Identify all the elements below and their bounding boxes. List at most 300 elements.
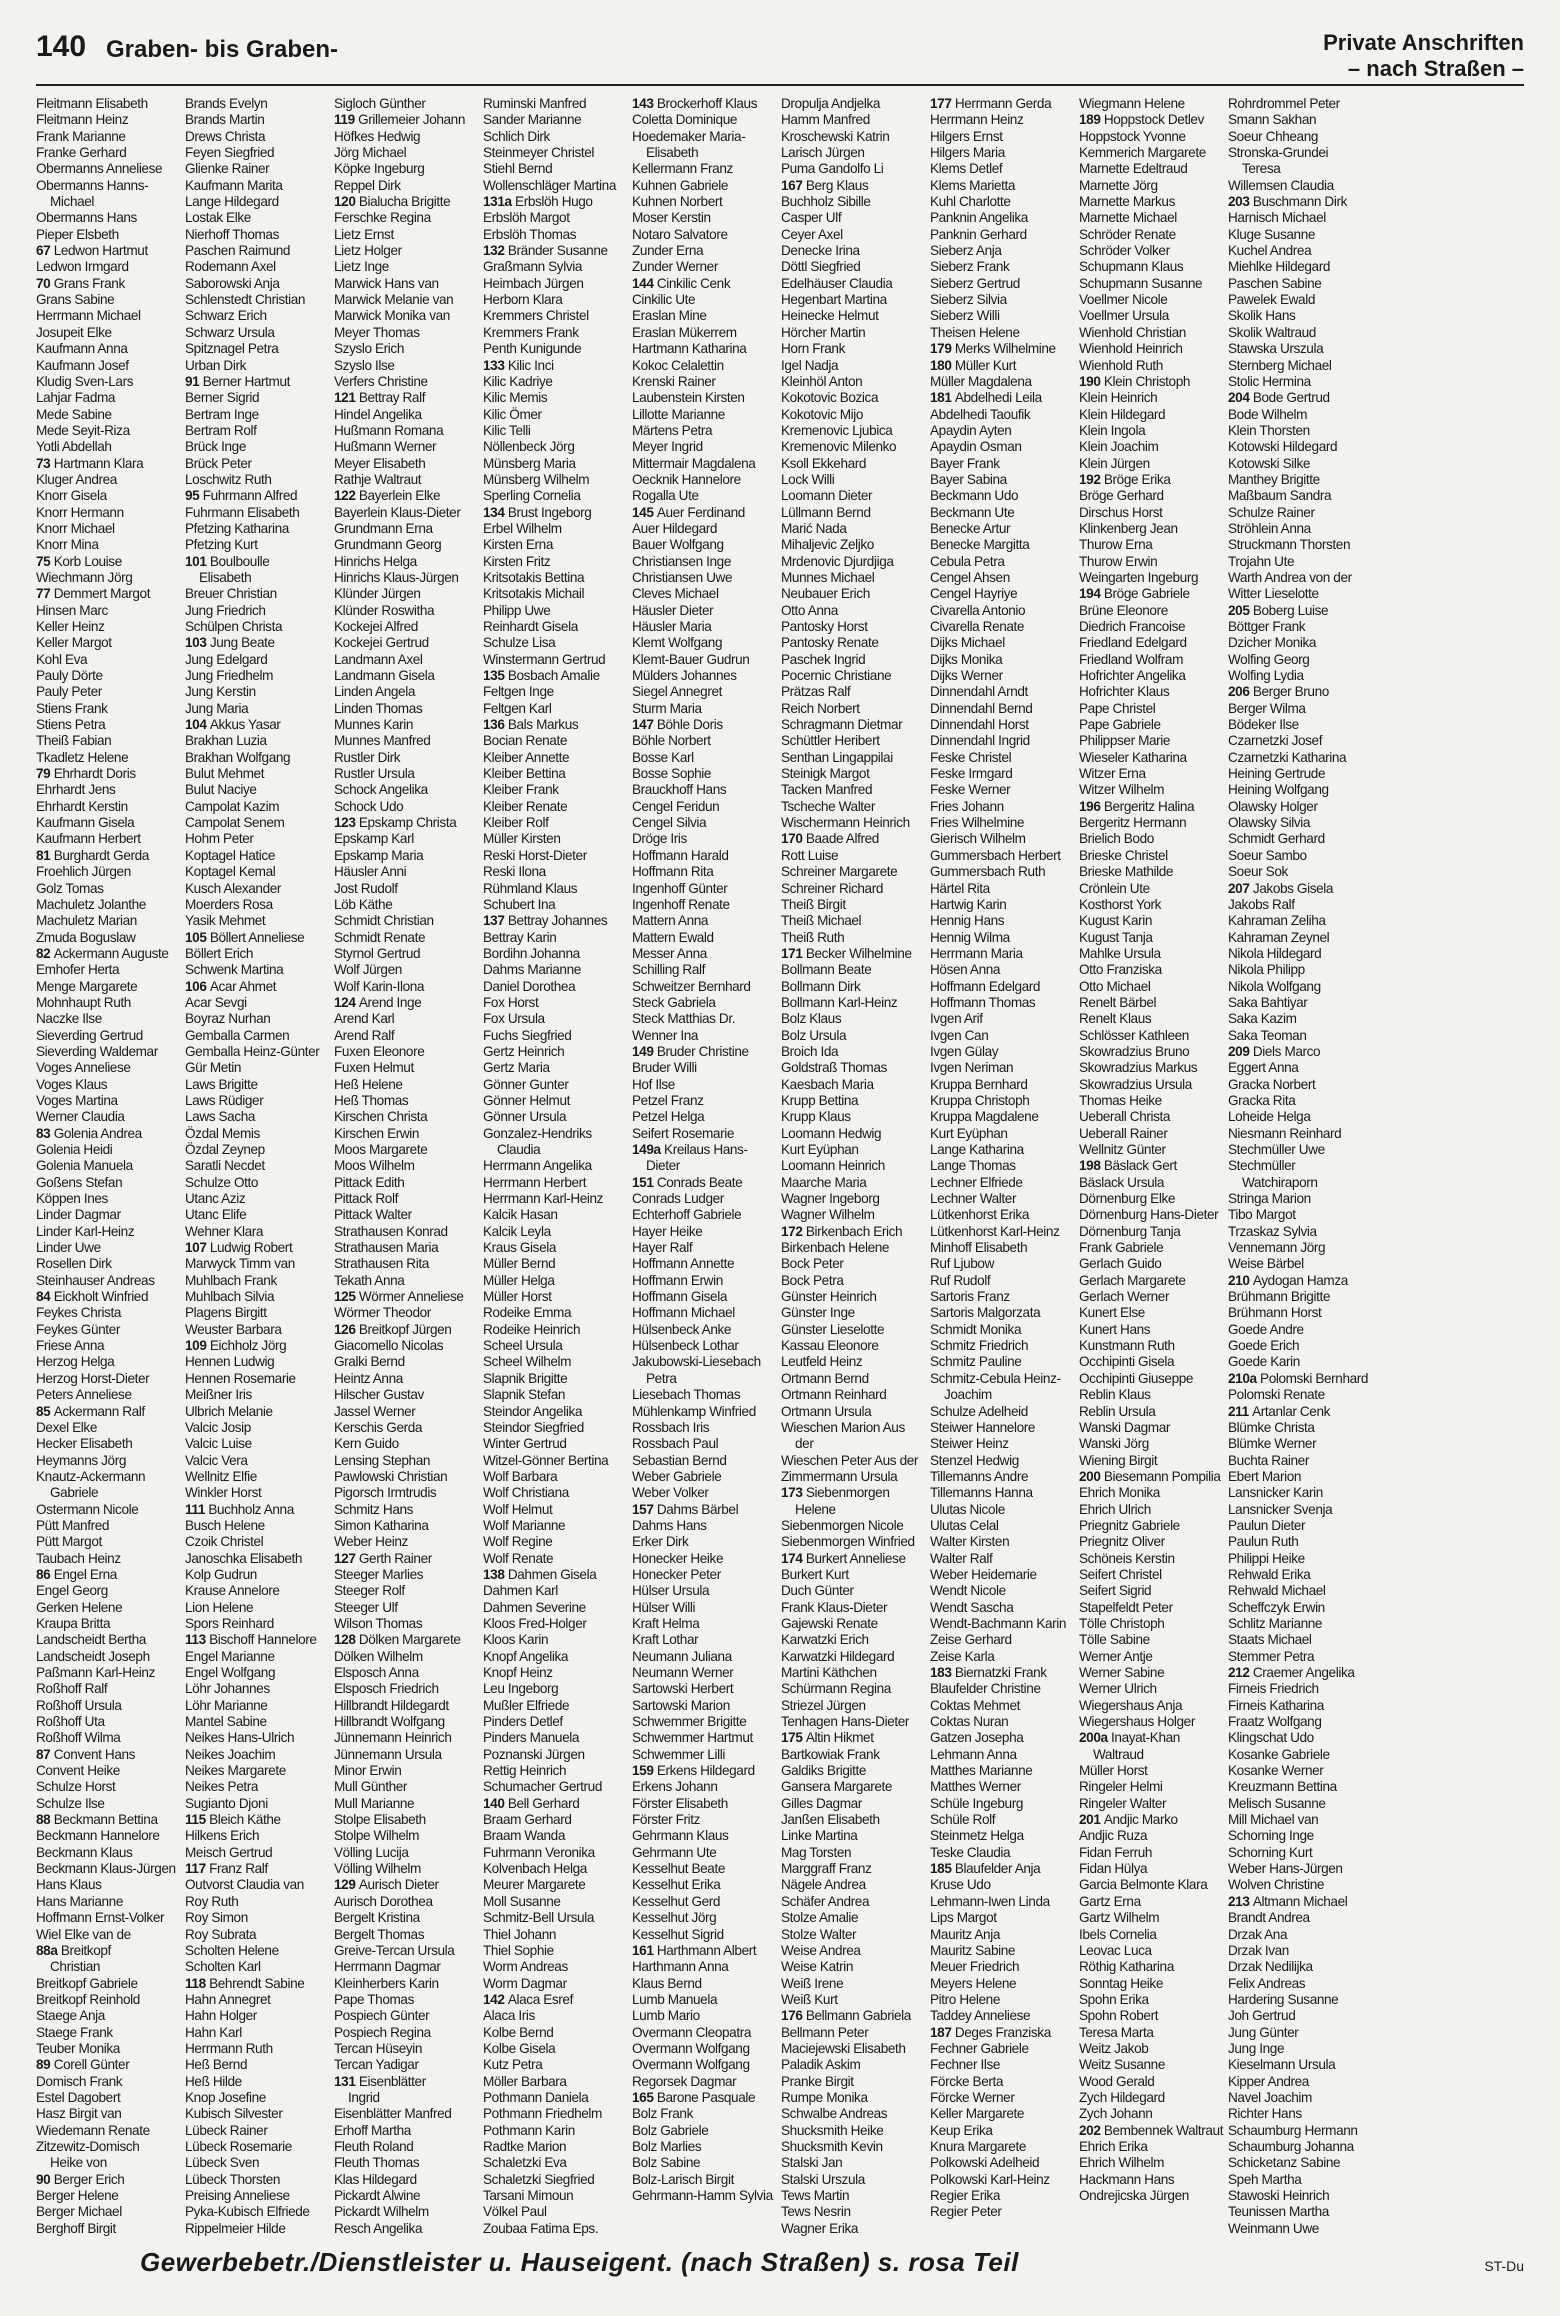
directory-entry: 203 Buschmann Dirk — [1228, 194, 1347, 210]
directory-entry: Beckmann Hannelore — [36, 1828, 160, 1844]
directory-entry: 82 Ackermann Auguste — [36, 945, 169, 961]
directory-entry: Herzog Helga — [36, 1354, 115, 1370]
directory-entry: Paschek Ingrid — [781, 651, 866, 667]
directory-entry: 159 Erkens Hildegard — [632, 1763, 755, 1779]
directory-entry: Siegel Annegret — [632, 684, 722, 700]
directory-entry: Mattern Anna — [632, 913, 709, 929]
directory-entry: Mrdenovic Djurdjiga — [781, 553, 894, 569]
directory-entry: 111 Buchholz Anna — [185, 1501, 294, 1517]
directory-entry: Goßens Stefan — [36, 1174, 123, 1190]
directory-entry: Paulun Ruth — [1228, 1534, 1299, 1550]
directory-entry: 131 Eisenblätter — [334, 2073, 426, 2089]
directory-entry: Thurow Erna — [1079, 537, 1153, 553]
directory-entry: Overmann Wolfgang — [632, 2057, 750, 2073]
directory-entry: Muhlbach Frank — [185, 1272, 277, 1288]
directory-entry: Matthes Marianne — [930, 1763, 1033, 1779]
directory-entry: Coletta Dominique — [632, 112, 738, 128]
directory-entry: Sartoris Malgorzata — [930, 1305, 1041, 1321]
directory-entry: Reppel Dirk — [334, 177, 401, 193]
directory-entry: Wiening Birgit — [1079, 1452, 1158, 1468]
directory-entry: Maciejewski Elisabeth — [781, 2040, 906, 2056]
directory-entry: Klein Hildegard — [1079, 406, 1166, 422]
directory-entry: Occhipinti Giuseppe — [1079, 1370, 1194, 1386]
directory-entry: Roy Ruth — [185, 1893, 239, 1909]
directory-entry: Fox Ursula — [483, 1011, 545, 1027]
directory-entry: Frank Klaus-Dieter — [781, 1599, 888, 1615]
directory-entry: Dahmen Karl — [483, 1583, 558, 1599]
directory-entry: Löhr Marianne — [185, 1697, 268, 1713]
directory-entry: 205 Boberg Luise — [1228, 602, 1329, 618]
directory-entry: Pütt Manfred — [36, 1517, 110, 1533]
directory-column — [334, 96, 483, 2236]
directory-entry: Golenia Manuela — [36, 1158, 133, 1174]
directory-entry: Wieschen Peter Aus der — [781, 1452, 919, 1468]
directory-entry: Hoppstock Yvonne — [1079, 128, 1186, 144]
directory-entry: Kloos Fred-Holger — [483, 1615, 587, 1631]
directory-entry: Kraft Lothar — [632, 1632, 699, 1648]
directory-entry: Landmann Gisela — [334, 668, 435, 684]
directory-entry: Lehmann Anna — [930, 1746, 1017, 1762]
directory-entry: Dörnenburg Tanja — [1079, 1223, 1181, 1239]
directory-entry: Brühmann Brigitte — [1228, 1289, 1331, 1305]
directory-entry: Jung Günter — [1228, 2024, 1299, 2040]
directory-entry: 87 Convent Hans — [36, 1746, 136, 1762]
directory-entry: Laws Brigitte — [185, 1076, 258, 1092]
directory-entry: Dirschus Horst — [1079, 504, 1163, 520]
directory-entry: Brieske Christel — [1079, 847, 1168, 863]
directory-entry: Engel Wolfgang — [185, 1665, 276, 1680]
directory-entry: 198 Bäslack Gert — [1079, 1158, 1177, 1174]
directory-entry: Dinnendahl Horst — [930, 717, 1029, 733]
directory-entry: Ringeler Helmi — [1079, 1779, 1163, 1795]
directory-entry: Hindel Angelika — [334, 406, 422, 422]
directory-entry: Apaydin Osman — [930, 439, 1022, 455]
directory-entry: Elisabeth — [646, 145, 699, 161]
directory-entry: Wilson Thomas — [334, 1615, 423, 1631]
directory-entry: Lock Willi — [781, 471, 835, 487]
directory-entry: Mag Torsten — [781, 1844, 852, 1860]
directory-entry: Dieter — [646, 1158, 680, 1174]
directory-entry: Siebenmorgen Winfried — [781, 1534, 915, 1550]
directory-entry: Kloos Karin — [483, 1632, 549, 1648]
directory-entry: Klein Thorsten — [1228, 422, 1310, 438]
directory-entry: 121 Bettray Ralf — [334, 390, 426, 406]
directory-entry: 103 Jung Beate — [185, 635, 275, 651]
directory-entry: Schürmann Regina — [781, 1681, 891, 1697]
directory-entry: Jakubowski-Liesebach — [632, 1354, 761, 1370]
directory-entry: Gartz Wilhelm — [1079, 1910, 1160, 1926]
directory-entry: Zych Johann — [1079, 2106, 1153, 2122]
directory-entry: Kahraman Zeynel — [1228, 929, 1330, 945]
directory-entry: 157 Dahms Bärbel — [632, 1501, 739, 1517]
directory-entry: Lange Thomas — [930, 1158, 1016, 1174]
directory-entry: Feske Irmgard — [930, 766, 1013, 782]
directory-entry: Kokotovic Mijo — [781, 406, 864, 422]
directory-entry: Watchiraporn — [1242, 1174, 1318, 1190]
directory-entry: Moos Wilhelm — [334, 1158, 415, 1174]
directory-entry: Özdal Zeynep — [185, 1142, 265, 1157]
directory-entry: Schilling Ralf — [632, 962, 705, 978]
directory-entry: Hasz Birgit van — [36, 2106, 122, 2122]
directory-entry: Ferschke Regina — [334, 210, 431, 226]
directory-entry: Valcic Josip — [185, 1419, 251, 1435]
directory-entry: Rustler Dirk — [334, 749, 401, 765]
directory-entry: Bollmann Dirk — [781, 978, 861, 994]
directory-entry: Schwarz Erich — [185, 308, 267, 324]
directory-entry: Wendt Sascha — [930, 1599, 1014, 1615]
directory-entry: Boyraz Nurhan — [185, 1011, 271, 1027]
directory-entry: Voellmer Nicole — [1079, 292, 1168, 308]
directory-entry: Drzak Nedilijka — [1228, 1959, 1313, 1975]
directory-entry: Heinecke Helmut — [781, 308, 879, 324]
directory-entry: Knorr Michael — [36, 520, 115, 536]
directory-entry: Soeur Sok — [1228, 864, 1288, 880]
directory-entry: Schaumburg Johanna — [1228, 2138, 1354, 2154]
directory-entry: Jassel Werner — [334, 1403, 416, 1419]
directory-entry: Taddey Anneliese — [930, 2008, 1031, 2024]
directory-entry: Willemsen Claudia — [1228, 177, 1334, 193]
directory-entry: Weise Bärbel — [1228, 1256, 1304, 1272]
directory-entry: Klemt Wolfgang — [632, 635, 723, 651]
directory-entry: Wagner Wilhelm — [781, 1207, 875, 1223]
directory-entry: Steck Gabriela — [632, 994, 716, 1010]
directory-entry: Förster Elisabeth — [632, 1795, 728, 1811]
directory-entry: Rogalla Ute — [632, 488, 699, 504]
directory-entry: Joh Gertrud — [1228, 2008, 1296, 2024]
header-rule — [36, 84, 1524, 86]
directory-entry: Mihaljevic Zeljko — [781, 537, 874, 553]
directory-entry: Gierisch Wilhelm — [930, 831, 1026, 847]
directory-entry: Bock Peter — [781, 1256, 844, 1272]
directory-entry: 122 Bayerlein Elke — [334, 488, 441, 504]
directory-entry: Weber Heinz — [334, 1534, 408, 1550]
directory-entry: Ehrich Monika — [1079, 1485, 1160, 1501]
directory-entry: Jünnemann Heinrich — [334, 1730, 452, 1746]
directory-entry: Kaufmann Gisela — [36, 815, 135, 831]
directory-entry: Jung Friedrich — [185, 602, 266, 618]
directory-entry: Gansera Margarete — [781, 1779, 893, 1795]
directory-entry: Helene — [795, 1501, 836, 1517]
directory-entry: Breitkopf Reinhold — [36, 1991, 140, 2007]
directory-entry: Keller Heinz — [36, 619, 105, 634]
directory-entry: Winkler Horst — [185, 1485, 262, 1501]
directory-entry: Kolbe Gisela — [483, 2040, 556, 2056]
directory-entry: Saratli Necdet — [185, 1158, 265, 1174]
directory-entry: Outvorst Claudia van — [185, 1877, 304, 1893]
directory-entry: Scholten Karl — [185, 1959, 261, 1975]
directory-entry: Hoffmann Erwin — [632, 1272, 723, 1288]
directory-entry: Franke Gerhard — [36, 145, 127, 161]
directory-entry: Fuhrmann Veronika — [483, 1844, 595, 1860]
directory-entry: Schulze Adelheid — [930, 1403, 1028, 1419]
directory-entry: Bolz-Larisch Birgit — [632, 2171, 734, 2187]
directory-entry: Kokoc Celalettin — [632, 357, 724, 373]
directory-entry: Reich Norbert — [781, 700, 860, 716]
directory-entry: Dijks Michael — [930, 635, 1005, 651]
directory-entry: Rohrdrommel Peter — [1228, 96, 1340, 111]
directory-entry: Löhr Johannes — [185, 1681, 270, 1697]
directory-entry: Linder Dagmar — [36, 1207, 121, 1223]
directory-entry: Nikola Wolfgang — [1228, 978, 1321, 994]
directory-entry: Lansnicker Karin — [1228, 1485, 1323, 1501]
directory-entry: Teresa — [1242, 161, 1281, 177]
directory-entry: Radtke Marion — [483, 2138, 567, 2154]
directory-entry: Marwyck Timm van — [185, 1256, 295, 1272]
directory-entry: Kritsotakis Bettina — [483, 569, 585, 585]
directory-entry: Cengel Silvia — [632, 815, 707, 831]
directory-entry: Sartowski Marion — [632, 1697, 730, 1713]
directory-entry: Klünder Roswitha — [334, 602, 435, 618]
directory-entry: Kieselmann Ursula — [1228, 2057, 1336, 2073]
directory-entry: 90 Berger Erich — [36, 2171, 125, 2187]
directory-entry: Thurow Erwin — [1079, 553, 1158, 569]
directory-entry: Hartwig Karin — [930, 896, 1007, 912]
directory-entry: Schmidt Renate — [334, 929, 426, 945]
directory-entry: Tercan Hüseyin — [334, 2040, 423, 2056]
directory-entry: Gracka Norbert — [1228, 1076, 1316, 1092]
directory-entry: Erbslöh Margot — [483, 210, 570, 226]
directory-entry: Schwarz Ursula — [185, 324, 275, 340]
directory-entry: Gerlach Guido — [1079, 1256, 1162, 1272]
directory-entry: Rustler Ursula — [334, 766, 415, 782]
directory-entry: Meurer Margarete — [483, 1877, 586, 1893]
directory-entry: Ortmann Reinhard — [781, 1387, 887, 1403]
directory-entry: Bolz Ursula — [781, 1027, 847, 1043]
directory-entry: Schlitz Marianne — [1228, 1615, 1323, 1631]
directory-entry: Stiehl Bernd — [483, 161, 553, 177]
directory-entry: 107 Ludwig Robert — [185, 1240, 293, 1256]
directory-entry: Müller Magdalena — [930, 373, 1032, 389]
directory-entry: 176 Bellmann Gabriela — [781, 2008, 911, 2024]
directory-entry: Stiens Petra — [36, 717, 106, 733]
directory-entry: Pothmann Karin — [483, 2122, 575, 2138]
directory-entry: Neikes Petra — [185, 1779, 259, 1795]
directory-entry: Rehwald Michael — [1228, 1583, 1326, 1599]
directory-entry: Schulze Otto — [185, 1174, 259, 1190]
directory-entry: Theisen Helene — [930, 324, 1020, 340]
directory-entry: Teuber Monika — [36, 2040, 120, 2056]
directory-entry: Abdelhedi Taoufik — [930, 406, 1031, 422]
directory-entry: Bartkowiak Frank — [781, 1746, 880, 1762]
directory-entry: Sander Marianne — [483, 112, 582, 128]
directory-entry: 185 Blaufelder Anja — [930, 1861, 1041, 1877]
directory-entry: Roßhoff Wilma — [36, 1730, 121, 1746]
directory-entry: Spitznagel Petra — [185, 341, 279, 357]
directory-entry: Gür Metin — [185, 1060, 242, 1076]
directory-entry: Tscheche Walter — [781, 798, 875, 814]
directory-entry: Cebula Petra — [930, 553, 1005, 569]
directory-entry: Emhofer Herta — [36, 962, 120, 978]
directory-entry: 179 Merks Wilhelmine — [930, 341, 1056, 357]
directory-entry: 135 Bosbach Amalie — [483, 668, 600, 684]
directory-entry: 131a Erbslöh Hugo — [483, 194, 593, 210]
directory-entry: Cengel Ahsen — [930, 569, 1010, 585]
directory-entry: 194 Bröge Gabriele — [1079, 586, 1190, 602]
directory-entry: Mauritz Anja — [930, 1926, 1000, 1942]
directory-entry: Duch Günter — [781, 1583, 854, 1599]
directory-entry: Stechmüller Uwe — [1228, 1142, 1325, 1157]
directory-entry: Rosellen Dirk — [36, 1256, 112, 1272]
directory-entry: Pyka-Kubisch Elfriede — [185, 2204, 310, 2220]
directory-entry: Müller Horst — [483, 1289, 552, 1305]
directory-entry: Sebastian Bernd — [632, 1452, 727, 1468]
directory-entry: Kellermann Franz — [632, 161, 733, 177]
directory-column — [632, 96, 781, 2236]
directory-entry: Meuer Friedrich — [930, 1959, 1020, 1975]
directory-entry: Mülders Johannes — [632, 668, 737, 684]
directory-entry: Drzak Ana — [1228, 1926, 1288, 1942]
directory-entry: Ondrejicska Jürgen — [1079, 2188, 1189, 2203]
directory-entry: Bröge Gerhard — [1079, 488, 1164, 504]
directory-entry: Knopf Heinz — [483, 1665, 553, 1680]
directory-entry: Apaydin Ayten — [930, 422, 1012, 438]
directory-entry: Dropulja Andjelka — [781, 96, 880, 111]
directory-entry: Poznanski Jürgen — [483, 1746, 585, 1762]
directory-entry: Skolik Hans — [1228, 308, 1296, 324]
directory-entry: Hecker Elisabeth — [36, 1436, 133, 1452]
directory-entry: Höfkes Hedwig — [334, 128, 421, 144]
directory-entry: Steinmeyer Christel — [483, 145, 595, 161]
directory-entry: Scheffczyk Erwin — [1228, 1599, 1325, 1615]
directory-entry: Sugianto Djoni — [185, 1795, 268, 1811]
directory-entry: Plagens Birgitt — [185, 1305, 267, 1321]
directory-entry: Conrads Ludger — [632, 1191, 724, 1207]
directory-entry: Bergeritz Hermann — [1079, 815, 1187, 831]
directory-entry: Reski Horst-Dieter — [483, 847, 587, 863]
directory-entry: Kraft Helma — [632, 1615, 700, 1631]
directory-entry: 123 Epskamp Christa — [334, 815, 457, 831]
directory-entry: Wolfing Lydia — [1228, 668, 1304, 684]
directory-entry: 88a Breitkopf — [36, 1942, 111, 1958]
directory-entry: Voges Anneliese — [36, 1060, 131, 1076]
directory-entry: 196 Bergeritz Halina — [1079, 798, 1195, 814]
directory-entry: Kerschis Gerda — [334, 1419, 423, 1435]
directory-entry: Klas Hildegard — [334, 2171, 417, 2187]
directory-entry: Kesselhut Beate — [632, 1861, 725, 1877]
directory-column — [930, 96, 1079, 2236]
directory-entry: Ueberall Rainer — [1079, 1125, 1168, 1141]
directory-entry: Mull Günther — [334, 1779, 408, 1795]
directory-entry: Bruder Willi — [632, 1060, 697, 1076]
directory-entry: Wehner Klara — [185, 1223, 264, 1239]
directory-entry: Staats Michael — [1228, 1632, 1312, 1648]
directory-entry: 189 Hoppstock Detlev — [1079, 112, 1204, 128]
directory-entry: 117 Franz Ralf — [185, 1861, 268, 1877]
directory-entry: Hof Ilse — [632, 1076, 675, 1092]
directory-entry: 183 Biernatzki Frank — [930, 1665, 1047, 1680]
directory-entry: Wanski Jörg — [1079, 1436, 1149, 1452]
directory-entry: Cleves Michael — [632, 586, 719, 602]
directory-entry: Kubisch Silvester — [185, 2106, 283, 2122]
directory-entry: Pantosky Horst — [781, 619, 868, 634]
directory-entry: Klemt-Bauer Gudrun — [632, 651, 750, 667]
directory-entry: Weber Heidemarie — [930, 1566, 1037, 1582]
directory-entry: Lübeck Rosemarie — [185, 2138, 292, 2154]
directory-entry: Campolat Kazim — [185, 798, 280, 814]
directory-entry: Werner Claudia — [36, 1109, 125, 1125]
directory-entry: Lumb Manuela — [632, 1991, 718, 2007]
directory-entry: Ruminski Manfred — [483, 96, 587, 111]
directory-entry: Stenzel Hedwig — [930, 1452, 1019, 1468]
directory-entry: Sieberz Gertrud — [930, 275, 1020, 291]
directory-entry: Meisch Gertrud — [185, 1844, 273, 1860]
directory-entry: Spors Reinhard — [185, 1615, 274, 1631]
directory-entry: Völkel Paul — [483, 2204, 547, 2220]
directory-entry: Karwatzki Hildegard — [781, 1648, 895, 1664]
directory-entry: Gralki Bernd — [334, 1354, 405, 1370]
page-header — [36, 30, 1524, 82]
directory-entry: Fries Wilhelmine — [930, 815, 1025, 831]
directory-entry: Lechner Walter — [930, 1191, 1017, 1207]
directory-entry: Mohnhaupt Ruth — [36, 994, 131, 1010]
directory-entry: Hinrichs Helga — [334, 553, 417, 569]
directory-entry: Waltraud — [1093, 1746, 1144, 1762]
directory-entry: Pape Gabriele — [1079, 717, 1161, 733]
directory-entry: Igel Nadja — [781, 357, 839, 373]
directory-entry: Kohl Eva — [36, 651, 88, 667]
directory-entry: Pickardt Alwine — [334, 2188, 421, 2203]
directory-entry: Dahms Hans — [632, 1517, 707, 1533]
directory-entry: Obermanns Anneliese — [36, 161, 163, 177]
directory-entry: Pothmann Daniela — [483, 2089, 589, 2105]
directory-entry: Lietz Inge — [334, 259, 389, 275]
directory-entry: Sonntag Heike — [1079, 1975, 1163, 1991]
directory-entry: Klein Joachim — [1079, 439, 1159, 455]
directory-entry: Alaca Iris — [483, 2008, 535, 2024]
directory-entry: Hahn Annegret — [185, 1991, 271, 2007]
directory-entry: Steiwer Hannelore — [930, 1419, 1036, 1435]
directory-entry: Nägele Andrea — [781, 1877, 866, 1893]
directory-entry: Sieberz Willi — [930, 308, 1000, 324]
directory-entry: Bayer Sabina — [930, 471, 1007, 487]
section-title-line1: Private Anschriften — [1323, 30, 1524, 55]
directory-entry: Sartowski Herbert — [632, 1681, 734, 1697]
directory-entry: Herrmann Dagmar — [334, 1959, 441, 1975]
directory-entry: Loomann Heinrich — [781, 1158, 885, 1174]
directory-entry: Stechmüller — [1228, 1158, 1296, 1174]
directory-entry: Hoffmann Harald — [632, 847, 729, 863]
directory-entry: 170 Baade Alfred — [781, 831, 879, 847]
directory-entry: Hoffmann Ernst-Volker — [36, 1910, 165, 1926]
directory-entry: Kreuzmann Bettina — [1228, 1779, 1337, 1795]
directory-entry: 143 Brockerhoff Klaus — [632, 96, 758, 111]
directory-entry: Brands Martin — [185, 112, 265, 128]
directory-entry: Valcic Luise — [185, 1436, 252, 1452]
directory-entry: Breuer Christian — [185, 586, 277, 602]
directory-entry: Stapelfeldt Peter — [1079, 1599, 1173, 1615]
directory-entry: Pawelek Ewald — [1228, 292, 1315, 308]
directory-entry: Weitz Jakob — [1079, 2040, 1149, 2056]
directory-entry: Cinkilic Ute — [632, 292, 696, 308]
directory-entry: Jung Edelgard — [185, 651, 268, 667]
directory-entry: Ivgen Can — [930, 1027, 989, 1043]
directory-entry: 126 Breitkopf Jürgen — [334, 1321, 452, 1337]
directory-entry: Zoubaa Fatima Eps. — [483, 2220, 599, 2236]
directory-entry: Gehrmann Ute — [632, 1844, 717, 1860]
directory-entry: Schmitz-Bell Ursula — [483, 1910, 594, 1926]
directory-entry: Wörmer Theodor — [334, 1305, 431, 1321]
directory-entry: Weitz Susanne — [1079, 2057, 1165, 2073]
directory-entry: Brakhan Wolfgang — [185, 749, 291, 765]
directory-entry: Ruf Ljubow — [930, 1256, 995, 1272]
directory-entry: Voges Klaus — [36, 1076, 108, 1092]
directory-entry: 128 Dölken Margarete — [334, 1632, 461, 1648]
directory-entry: Röthig Katharina — [1079, 1959, 1174, 1975]
directory-entry: Voges Martina — [36, 1092, 118, 1108]
directory-entry: Schmidt Gerhard — [1228, 831, 1325, 847]
directory-entry: Jung Friedhelm — [185, 668, 274, 684]
directory-entry: Pinders Detlef — [483, 1714, 563, 1730]
